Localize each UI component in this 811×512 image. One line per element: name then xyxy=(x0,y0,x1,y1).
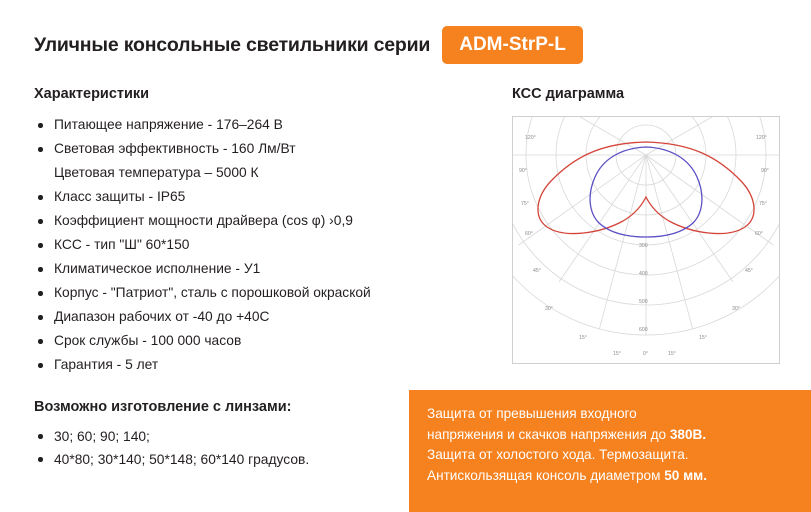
axis-label: 75° xyxy=(759,201,767,207)
axis-label: 90° xyxy=(761,168,769,174)
list-item: 40*80; 30*140; 50*148; 60*140 градусов. xyxy=(34,448,494,471)
callout-diameter-value: 50 мм. xyxy=(664,467,708,483)
specifications-heading: Характеристики xyxy=(34,86,150,102)
list-item: Срок службы - 100 000 часов xyxy=(34,330,494,353)
kss-diagram-column xyxy=(512,86,780,364)
page-title: Уличные консольные светильники серии xyxy=(34,33,431,56)
header xyxy=(34,22,779,68)
list-item: Световая эффективность - 160 Лм/Вт xyxy=(34,138,494,161)
axis-label: 15° xyxy=(668,351,676,357)
callout-line-4-text: Антискользящая консоль диаметром xyxy=(427,467,665,483)
axis-label: 0° xyxy=(643,351,648,357)
axis-label: 15° xyxy=(699,335,707,341)
list-item: КСС - тип "Ш" 60*150 xyxy=(34,234,494,257)
list-item: 30; 60; 90; 140; xyxy=(34,425,494,448)
radial-label: 400 xyxy=(639,271,648,277)
axis-label: 120° xyxy=(525,135,536,141)
list-item: Диапазон рабочих от -40 до +40С xyxy=(34,306,494,329)
list-item: Цветовая температура – 5000 К xyxy=(54,165,259,180)
axis-label: 120° xyxy=(756,135,767,141)
axis-label: 15° xyxy=(579,335,587,341)
callout-line-4 xyxy=(427,466,795,487)
callout-line-1: Защита от превышения входного xyxy=(427,406,637,421)
callout-line-2 xyxy=(427,425,795,446)
model-badge: ADM-StrP-L xyxy=(442,26,583,64)
axis-label: 45° xyxy=(533,268,541,274)
callout-line-2-text: напряжения и скачков напряжения до xyxy=(427,426,670,442)
specifications-list xyxy=(34,114,494,377)
axis-label: 60° xyxy=(755,231,763,237)
callout-line-3: Защита от холостого хода. Термозащита. xyxy=(427,447,689,462)
callout-voltage-value: 380В. xyxy=(669,426,707,442)
kss-diagram-heading: КСС диаграмма xyxy=(512,86,625,102)
axis-label: 30° xyxy=(545,306,553,312)
axis-label: 30° xyxy=(732,306,740,312)
list-item: Корпус - "Патриот", сталь с порошковой окраской xyxy=(34,282,494,305)
list-item: Класс защиты - IP65 xyxy=(34,186,494,209)
axis-label: 90° xyxy=(519,168,527,174)
list-item: Коэффициент мощности драйвера (cos φ) ›0,9 xyxy=(34,210,494,233)
list-item: Гарантия - 5 лет xyxy=(34,354,494,377)
radial-label: 300 xyxy=(639,243,648,249)
kss-diagram-box xyxy=(512,116,780,364)
lens-heading: Возможно изготовление с линзами: xyxy=(34,398,292,415)
list-item: Климатическое исполнение - У1 xyxy=(34,258,494,281)
radial-label: 500 xyxy=(639,299,648,305)
axis-label: 15° xyxy=(613,351,621,357)
axis-label: 75° xyxy=(521,201,529,207)
protection-callout xyxy=(409,390,811,512)
list-item: Питающее напряжение - 176–264 В xyxy=(34,114,494,137)
axis-label: 45° xyxy=(745,268,753,274)
axis-label: 60° xyxy=(525,231,533,237)
kss-polar-chart xyxy=(513,117,779,363)
radial-label: 600 xyxy=(639,327,648,333)
